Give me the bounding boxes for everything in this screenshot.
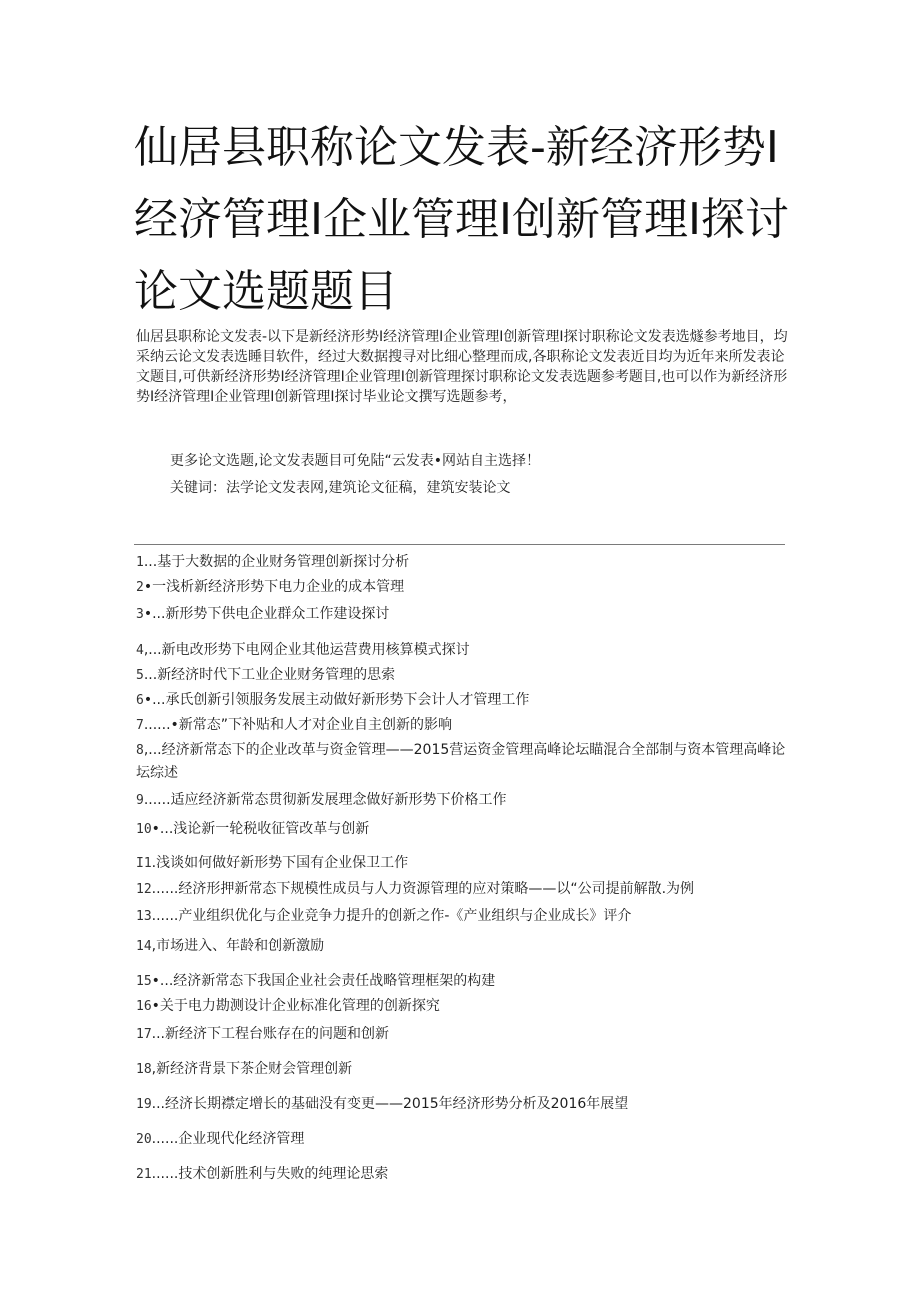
topic-number: 18 — [136, 1062, 152, 1077]
topic-title: 经济长期襟定增长的基础没有变更——2015年经济形势分析及2016年展望 — [165, 1096, 629, 1112]
topic-item — [136, 1058, 796, 1081]
topic-number: 13 — [136, 909, 152, 924]
topic-number: 17 — [136, 1027, 152, 1042]
topic-separator: •... — [151, 973, 174, 989]
topic-title: 关于电力勘测设计企业标准化管理的创新探究 — [159, 998, 440, 1014]
topic-title: 浅论新一轮税收征管改革与创新 — [173, 821, 370, 837]
topic-separator: •... — [151, 821, 174, 837]
topic-separator: •... — [143, 692, 166, 708]
topic-number: 12 — [136, 882, 152, 897]
topic-separator: ...... — [151, 1131, 179, 1147]
topic-separator: ... — [143, 667, 158, 683]
topic-separator: •... — [143, 606, 166, 622]
topic-separator: • — [143, 579, 153, 595]
topic-separator: ...... — [151, 908, 179, 924]
topic-title: 适应经济新常态贯彻新发展理念做好新形势下价格工作 — [170, 792, 507, 808]
topic-number: 3 — [136, 607, 144, 622]
topic-number: 20 — [136, 1132, 152, 1147]
topic-item — [136, 689, 796, 712]
topic-item — [136, 639, 796, 662]
topic-title: 新电改形势下电网企业其他运营费用核算模式探讨 — [161, 642, 470, 658]
topic-item — [136, 995, 796, 1018]
intro-paragraph: 仙居县职称论文发表-以下是新经济形势I经济管理I企业管理I创新管理I探讨职称论文发表选燧参考地目，均采纳云论文发表选睡目软件，经过大数据搜寻对比细心整理而成,各职称论文发表近目均为近年来所发表论文题目,可供新经济形势I经济管理I企业管理I创新管理探讨职称论文发表选题参考题目,也可以作为新经济形势I经济管理I企业管理I创新管理I探讨毕业论文撰写选题参考， — [136, 329, 788, 405]
topic-title: 基于大数据的企业财务管理创新探讨分析 — [157, 554, 410, 570]
topic-title: 新经济时代下工业企业财务管理的思索 — [157, 667, 396, 683]
topic-number: 4 — [136, 643, 144, 658]
topic-item — [136, 852, 796, 875]
topic-number: 8 — [136, 743, 144, 758]
topic-title: 经济新常态下的企业改革与资金管理——2015营运资金管理高峰论坛瞄混合全部制与资本管理高峰论坛综述 — [136, 742, 786, 781]
topic-number: 14 — [136, 939, 152, 954]
topic-item — [136, 714, 796, 737]
topic-item — [136, 970, 796, 993]
topic-title: 产业组织优化与企业竞争力提升的创新之作-《产业组织与企业成长》评介 — [178, 908, 632, 924]
topic-number: 7 — [136, 718, 144, 733]
more-topics-note: 更多论文选题,论文发表题目可免陆“云发表•网站自主选择！ — [170, 453, 540, 469]
topic-title: 技术创新胜利与失败的纯理论思索 — [178, 1166, 389, 1182]
topic-separator: ... — [151, 1096, 166, 1112]
topic-title: 经济新常态下我国企业社会责任战略管理框架的构建 — [173, 973, 496, 989]
topic-separator: ,... — [143, 742, 162, 758]
topic-separator: ,... — [143, 642, 162, 658]
topic-title: 承氏创新引领服务发展主动做好新形势下会计人才管理工作 — [165, 692, 530, 708]
topic-separator: ...... — [143, 717, 171, 733]
topic-title: 市场进入、年龄和创新激励 — [156, 938, 325, 954]
topic-number: 19 — [136, 1097, 152, 1112]
section-divider — [134, 544, 785, 545]
topic-item — [136, 905, 796, 928]
topic-item — [136, 878, 796, 901]
topic-item — [136, 603, 796, 626]
topic-number: 9 — [136, 793, 144, 808]
topic-number: 1 — [136, 555, 144, 570]
topic-item — [136, 739, 796, 784]
topic-item — [136, 1163, 796, 1186]
keywords-line: 关键词：法学论文发表网,建筑论文征稿，建筑安装论文 — [170, 480, 511, 496]
topic-title: 企业现代化经济管理 — [178, 1131, 305, 1147]
topic-separator: ...... — [143, 792, 171, 808]
topic-separator: . — [151, 855, 157, 871]
topic-number: I1 — [136, 856, 152, 871]
document-title: 仙居县职称论文发表-新经济形势I经济管理I企业管理I创新管理I探讨论文选题题目 — [134, 122, 789, 317]
topic-number: 6 — [136, 693, 144, 708]
topic-item — [136, 935, 796, 958]
topic-item — [136, 664, 796, 687]
topic-title: 经济形押新常态下规模性成员与人力资源管理的应对策略——以“公司提前解散.为例 — [178, 881, 695, 897]
topic-item — [136, 1023, 796, 1046]
topic-number: 10 — [136, 822, 152, 837]
topic-title: 浅谈如何做好新形势下国有企业保卫工作 — [156, 855, 409, 871]
topic-number: 15 — [136, 974, 152, 989]
topic-title: •新常态”下补贴和人才对企业自主创新的影响 — [170, 717, 453, 733]
topic-separator: ... — [151, 1026, 166, 1042]
topic-item — [136, 576, 796, 599]
topic-title: 一浅析新经济形势下电力企业的成本管理 — [152, 579, 405, 595]
topic-item — [136, 551, 796, 574]
topic-title: 新经济下工程台账存在的问题和创新 — [165, 1026, 390, 1042]
topic-item — [136, 1128, 796, 1151]
topic-separator: • — [151, 998, 160, 1014]
topic-number: 5 — [136, 668, 144, 683]
topic-title: 新形势下供电企业群众工作建设探讨 — [165, 606, 390, 622]
topic-separator: ...... — [151, 881, 179, 897]
topic-item — [136, 789, 796, 812]
topic-number: 21 — [136, 1167, 152, 1182]
topic-separator: , — [151, 1061, 157, 1077]
topic-title: 新经济背景下茶企财会管理创新 — [156, 1061, 353, 1077]
topic-separator: ... — [143, 554, 158, 570]
topic-item — [136, 1093, 796, 1116]
topic-item — [136, 818, 796, 841]
topic-separator: , — [151, 938, 157, 954]
topic-number: 2 — [136, 580, 144, 595]
topic-number: 16 — [136, 999, 152, 1014]
topic-separator: ...... — [151, 1166, 179, 1182]
